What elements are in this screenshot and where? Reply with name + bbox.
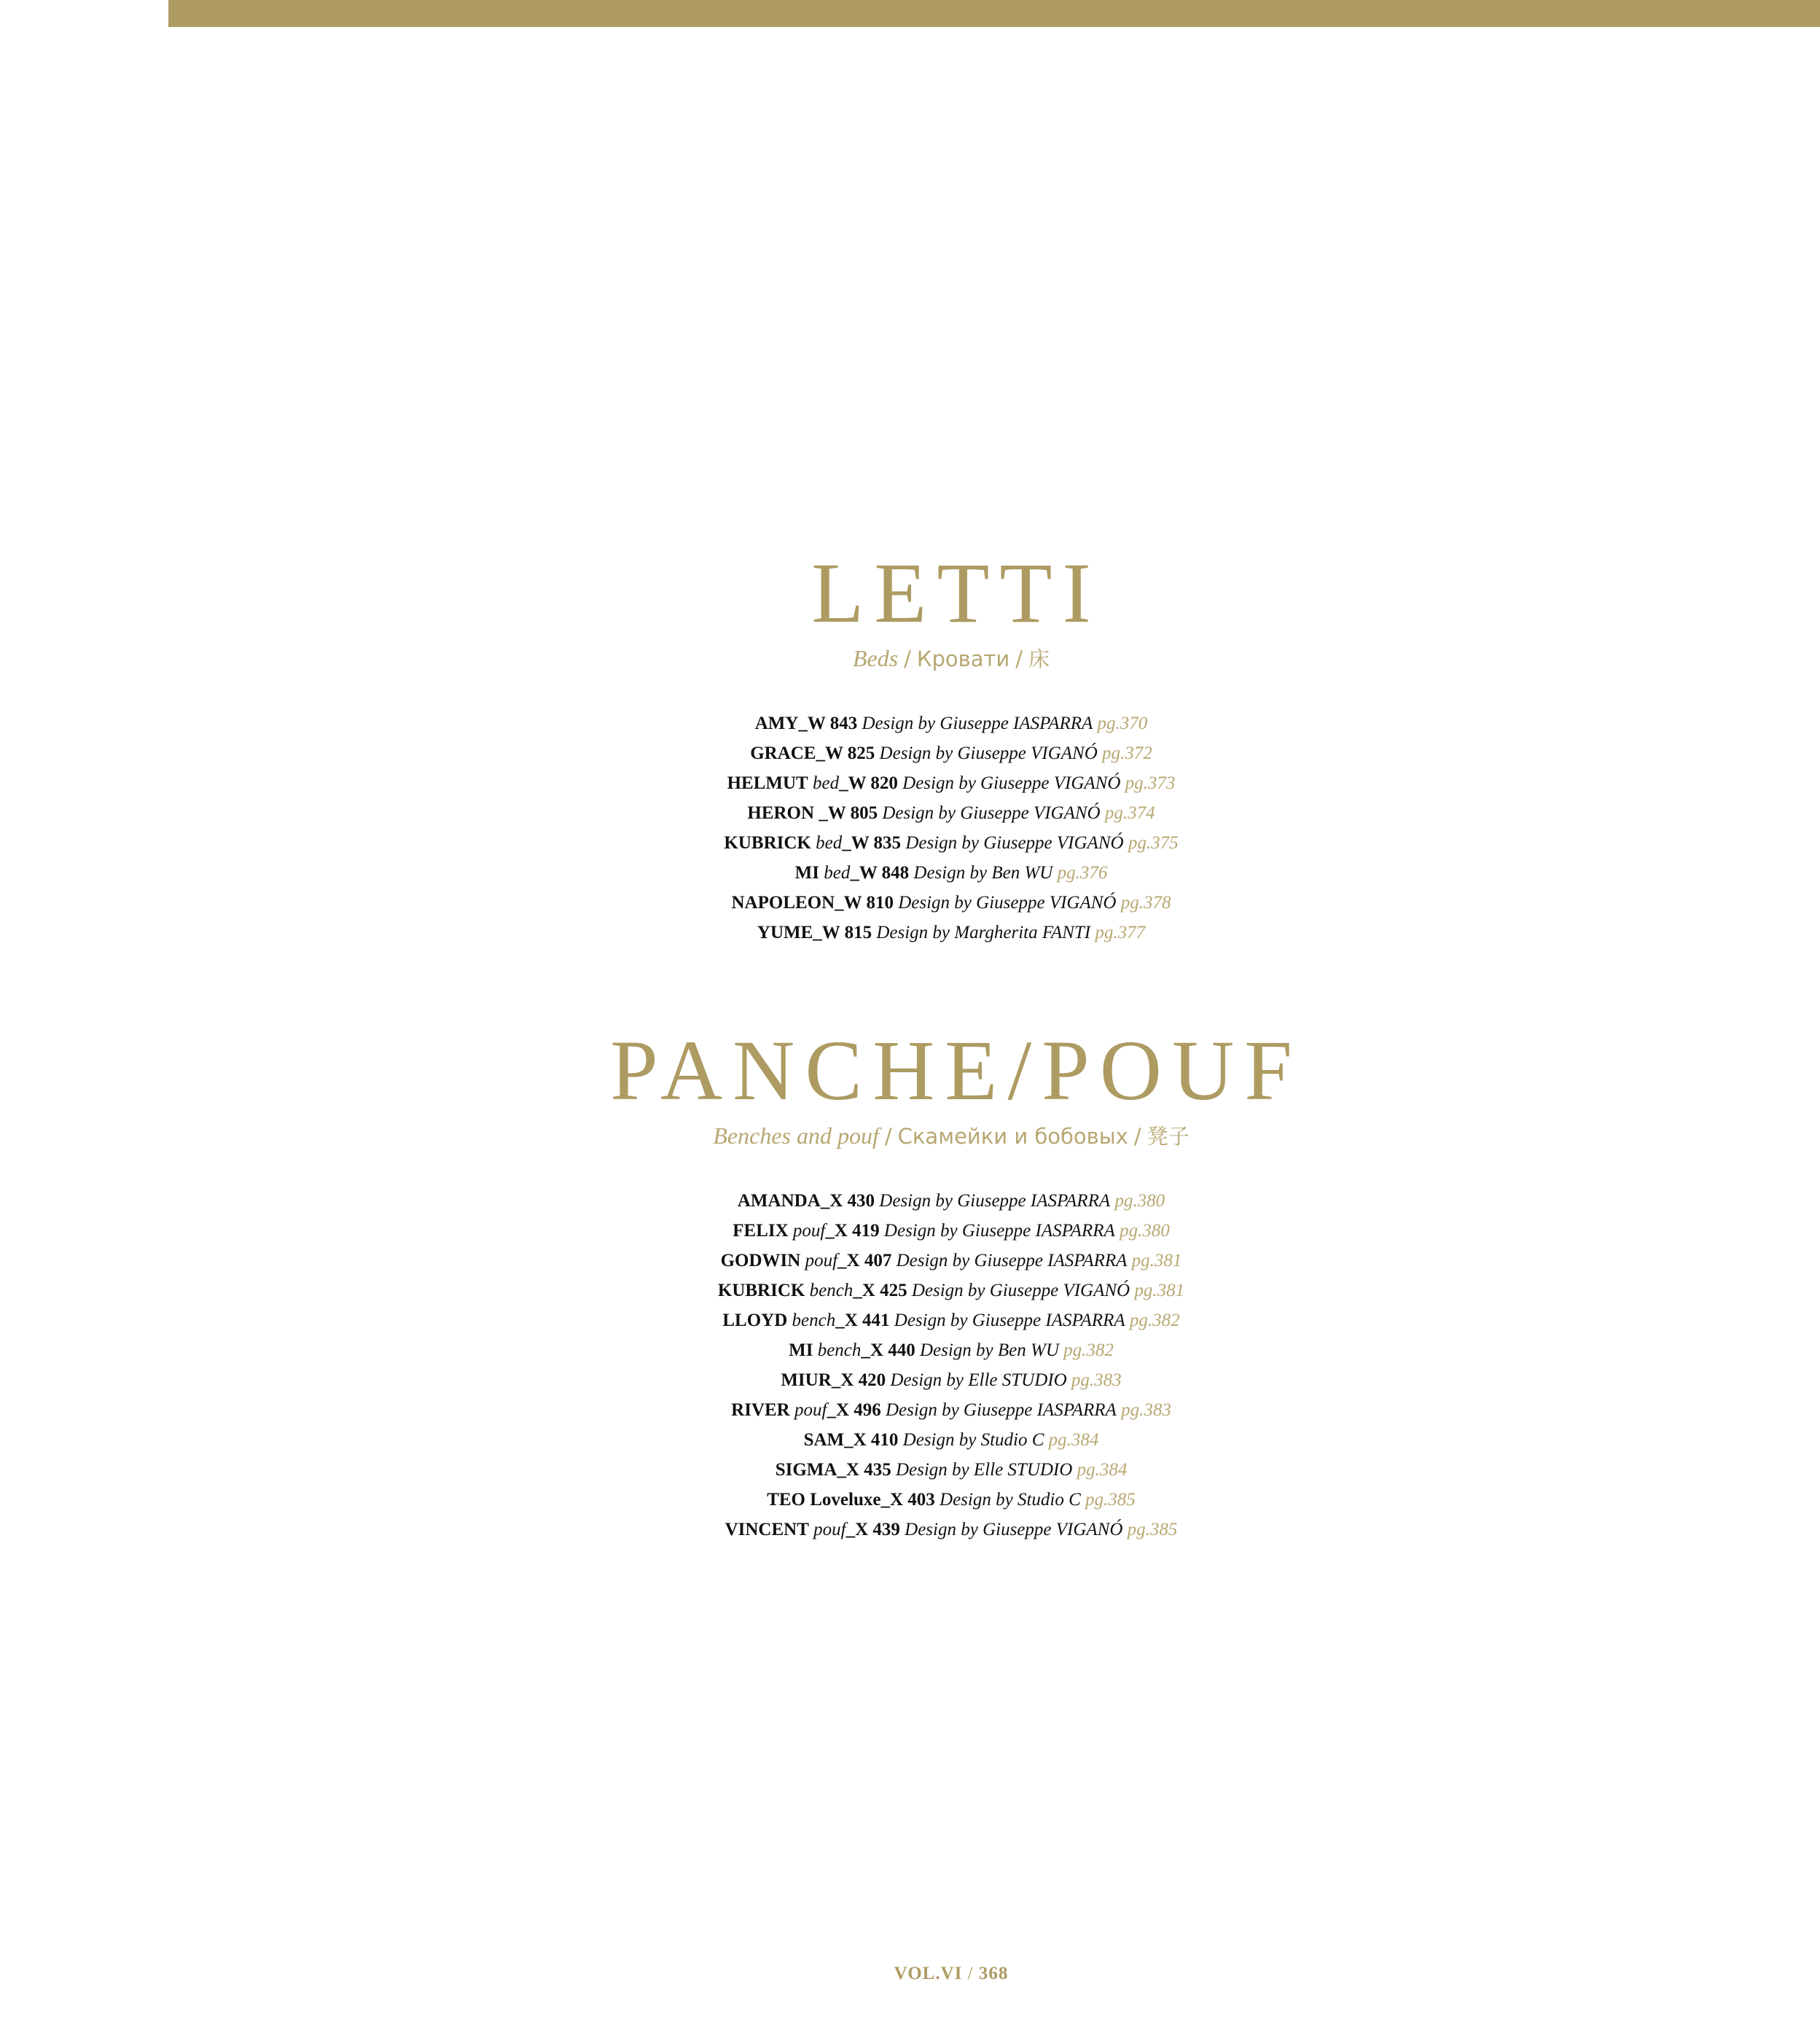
product-page-ref: pg.381 [1134,1281,1185,1300]
product-page-ref: pg.385 [1127,1520,1178,1539]
subtitle-chinese: 凳子 [1147,1124,1190,1149]
section-panche-pouf [0,1023,1820,1545]
product-type: bench [792,1311,836,1330]
product-page-ref: pg.378 [1120,893,1171,913]
product-name: AMY_W 843 [754,714,858,733]
product-designer: Design by Giuseppe IASPARRA [879,1191,1111,1211]
product-designer: Design by Giuseppe VIGANÓ [882,803,1101,823]
product-code: _X 419 [825,1221,880,1241]
product-entry [0,1246,1820,1276]
section-subtitle [0,644,1820,674]
product-code: _W 820 [839,773,898,793]
product-page-ref: pg.383 [1071,1370,1122,1390]
product-designer: Design by Ben WU [919,1340,1059,1360]
product-code: _X 407 [837,1251,892,1270]
product-entry [0,1335,1820,1365]
product-type: bench [809,1281,854,1300]
product-designer: Design by Giuseppe IASPARRA [894,1311,1125,1330]
product-name: VINCENT [725,1520,809,1539]
product-type: pouf [813,1520,846,1539]
product-designer: Design by Studio C [902,1430,1044,1450]
product-entry [0,798,1820,828]
product-entry [0,1455,1820,1485]
product-designer: Design by Elle STUDIO [895,1460,1073,1480]
product-entry [0,918,1820,948]
product-designer: Design by Giuseppe VIGANÓ [905,833,1124,853]
product-designer: Design by Margherita FANTI [876,923,1091,942]
product-page-ref: pg.382 [1129,1311,1180,1330]
product-type: bed [824,863,851,883]
product-name: AMANDA_X 430 [737,1191,875,1211]
product-name: SAM_X 410 [803,1430,899,1450]
product-name: HELMUT [727,773,808,793]
subtitle-separator: / [904,647,911,671]
product-name: TEO Loveluxe_X 403 [767,1490,935,1510]
section-title: LETTI [811,545,1101,641]
product-type: bench [817,1340,862,1360]
product-name: NAPOLEON_W 810 [731,893,894,913]
product-page-ref: pg.380 [1120,1221,1170,1241]
product-designer: Design by Giuseppe IASPARRA [883,1221,1115,1241]
product-list [0,1186,1820,1545]
product-page-ref: pg.373 [1125,773,1176,793]
product-type: pouf [794,1400,827,1420]
section-subtitle [0,1121,1820,1151]
section-title: PANCHE/POUF [610,1023,1302,1118]
product-designer: Design by Studio C [940,1490,1081,1510]
product-entry [0,1305,1820,1335]
product-entry [0,888,1820,918]
product-code: _X 425 [853,1281,907,1300]
product-name: FELIX [733,1221,789,1241]
product-entry [0,828,1820,858]
product-designer: Design by Giuseppe IASPARRA [886,1400,1117,1420]
subtitle-english: Beds [852,645,899,671]
product-list [0,708,1820,948]
product-designer: Design by Giuseppe VIGANÓ [879,743,1098,763]
volume-label: VOL.VI [894,1964,963,1983]
product-name: SIGMA_X 435 [775,1460,891,1480]
subtitle-chinese: 床 [1028,647,1050,671]
product-page-ref: pg.375 [1128,833,1179,853]
product-designer: Design by Giuseppe VIGANÓ [898,893,1117,913]
product-code: _X 440 [861,1340,915,1360]
subtitle-russian: Кровати [916,647,1010,671]
product-entry [0,1216,1820,1246]
product-code: _W 848 [850,863,910,883]
product-name: KUBRICK [717,1281,805,1300]
product-name: GODWIN [720,1251,801,1270]
product-name: HERON _W 805 [747,803,878,823]
product-entry [0,1395,1820,1425]
product-designer: Design by Giuseppe VIGANÓ [911,1281,1130,1300]
product-designer: Design by Giuseppe IASPARRA [862,714,1093,733]
product-entry [0,768,1820,798]
product-page-ref: pg.370 [1097,714,1148,733]
product-name: MI [794,863,819,883]
product-entry [0,1276,1820,1305]
subtitle-separator: / [1015,647,1023,671]
product-name: YUME_W 815 [757,923,872,942]
folio-separator: / [967,1964,974,1983]
product-page-ref: pg.380 [1114,1191,1165,1211]
product-designer: Design by Elle STUDIO [890,1370,1067,1390]
product-code: _X 439 [845,1520,900,1539]
product-designer: Design by Giuseppe VIGANÓ [905,1520,1123,1539]
product-type: pouf [805,1251,838,1270]
top-accent-bar [168,0,1820,27]
subtitle-separator: / [884,1124,892,1149]
product-type: pouf [792,1221,826,1241]
product-name: GRACE_W 825 [750,743,875,763]
product-entry [0,1425,1820,1455]
product-name: RIVER [731,1400,790,1420]
product-name: MI [789,1340,813,1360]
product-entry [0,1365,1820,1395]
product-page-ref: pg.384 [1048,1430,1099,1450]
product-page-ref: pg.374 [1104,803,1155,823]
page-number: 368 [978,1964,1009,1983]
product-code: _X 441 [835,1311,890,1330]
product-name: KUBRICK [724,833,811,853]
product-name: MIUR_X 420 [781,1370,886,1390]
product-entry [0,1186,1820,1216]
section-letti [0,545,1820,948]
product-page-ref: pg.377 [1095,923,1146,942]
product-code: _W 835 [842,833,902,853]
product-page-ref: pg.376 [1057,863,1108,883]
product-page-ref: pg.384 [1077,1460,1128,1480]
product-designer: Design by Ben WU [913,863,1053,883]
product-designer: Design by Giuseppe IASPARRA [896,1251,1128,1270]
subtitle-english: Benches and pouf [713,1123,879,1149]
product-page-ref: pg.383 [1121,1400,1171,1420]
product-page-ref: pg.385 [1085,1490,1136,1510]
subtitle-russian: Скамейки и бобовых [897,1124,1128,1149]
product-entry [0,738,1820,768]
product-code: _X 496 [827,1400,881,1420]
product-type: bed [816,833,843,853]
product-name: LLOYD [722,1311,788,1330]
product-entry [0,1485,1820,1515]
product-designer: Design by Giuseppe VIGANÓ [902,773,1121,793]
product-page-ref: pg.382 [1063,1340,1114,1360]
product-page-ref: pg.381 [1131,1251,1182,1270]
product-entry [0,858,1820,888]
page-folio [0,1964,1820,1984]
subtitle-separator: / [1133,1124,1141,1149]
product-page-ref: pg.372 [1102,743,1152,763]
product-type: bed [812,773,840,793]
product-entry [0,1515,1820,1545]
product-entry [0,708,1820,738]
